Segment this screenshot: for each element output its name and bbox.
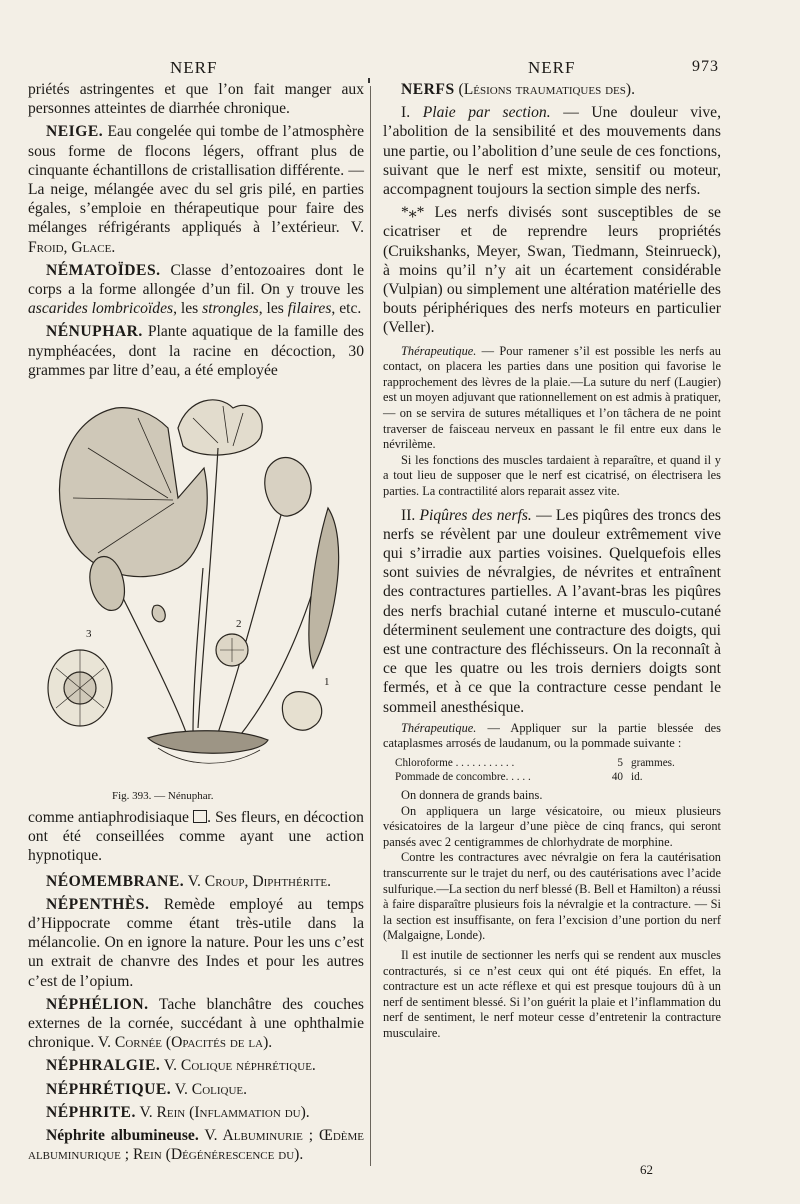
entry-italic: ascarides lombricoïdes [28,300,174,318]
entry-text: , les [173,300,203,318]
recipe-table [395,756,695,784]
entry-ref: V. Croup, Diphthérite. [184,872,332,890]
entry-ref: Cornée (Opacités de la). [114,1034,273,1052]
figure-label-2: 2 [236,618,242,631]
entry-nephrite [28,1103,364,1122]
therapeutique-1b: Si les fonctions des muscles tardaient à reparaître, et quand il y a tout lieu de supposer que le nerf est cicatrisé, on électrisera les parties. La contractilité alors reparait assez vite. [383,452,721,498]
signature-number: 62 [640,1162,653,1177]
entry-text: comme antiaphrodisiaque [28,809,189,827]
asterism-icon: *⁎* [401,204,435,222]
entry-nepenthes [28,895,364,991]
entry-text: Plante aquatique de la famille des nymphéacées, dont la racine en décoction, 30 grammes par litre d’eau, a été employée [28,323,364,379]
right-column [383,80,721,1042]
figure-caption: Fig. 393. — Nénuphar. [112,790,214,803]
entry-head: NÉOMEMBRANE. [46,872,185,890]
entry-head: NÉPENTHÈS. [46,895,150,913]
entry-text: Classe d’entozoaires dont le corps a la forme allongée d’un fil. On y trouve les [28,261,364,299]
figure-label-1: 1 [324,676,330,689]
entry-ref: V. Colique néphrétique. [160,1057,316,1075]
entry-nephretique [28,1080,364,1099]
subsection-text: — Une douleur vive, l’abolition de la sensibilité et des mouvements dans une partie, ou l’abolition d’une seule de ces fonctions, suivant que le nerf est mixte, sensitif ou moteur, accompagnent toujours la section simple des nerfs. [383,104,722,199]
recipe-quantity: 5 [617,757,623,769]
therapeutique-label: Thérapeutique. [401,343,477,358]
therapeutique-1 [383,344,721,453]
cross-reference-box-icon [193,810,207,823]
entry-nenuphar [28,322,364,380]
entry-italic: filaires [287,300,332,318]
entry-head: NÉNUPHAR. [46,323,143,341]
page-number: 973 [692,58,719,75]
section-sub: (Lésions traumatiques des). [454,81,635,98]
section-head: NERFS [401,81,455,98]
entry-nephelion [28,995,364,1053]
entry-text: Eau congelée qui tombe de l’atmosphère sous forme de flocons légers, offrant plus de cinquante échantillons de cristallisation différente. — La neige, mélangée avec du sel gris pilé, en parties égales, s’emploie en thérapeutique pour faire des mélanges réfrigérants appliqués à l’extérieur. V. [28,123,364,237]
entry-nematoides [28,261,364,319]
nenuphar-illustration [28,388,364,808]
paragraph-contractures: Contre les contractures avec névralgie on fera la cautérisation transcurrente sur le trajet du nerf, ou des cautérisations avec l’acide sulfurique.—La section du nerf blessé (B. Bell et Hamilton) a réussi à faire disparaître plusieurs fois la névralgie et la contracture. — Si la section est insuffisante, on fera l’excision d’une portion du nerf (Malgaigne, Londe). [383,850,721,943]
nenuphar-figure [28,388,364,808]
entry-head: Néphrite albumineuse. [46,1127,199,1145]
column-divider [370,86,371,1166]
recipe-quantity: 40 [611,771,623,783]
entry-head: NEIGE. [46,123,104,141]
paragraph-bains: On donnera de grands bains. [401,788,543,802]
entry-head: NÉPHÉLION. [46,995,149,1013]
recipe-unit: id. [631,771,643,783]
entry-ref: V. Rein (Inflammation du). [135,1103,310,1121]
paragraph-opening: priétés astringentes et que l’on fait manger aux personnes atteintes de diarrhée chronique. [28,81,364,118]
figure-label-3: 3 [86,628,92,641]
therapeutique-text: — Appliquer sur la partie blessée des cataplasmes arrosés de laudanum, ou la pommade suivante : [383,720,721,751]
recipe-row [395,770,695,784]
recipe-unit: grammes. [631,757,675,769]
entry-nephrite-albumineuse [28,1126,364,1164]
subsection-ii [383,506,721,717]
subsection-number: II. [401,506,420,524]
recipe-ingredient: Chloroforme . . . . . . . . . . . [395,757,515,769]
entry-ref: V. Albuminurie ; Œdème albuminurique ; Rein (Dégénérescence du). [28,1127,364,1164]
entry-nenuphar-cont [28,808,364,866]
recipe-row [395,756,695,770]
paragraph-nerfs-divises [383,203,721,337]
entry-nephralgie [28,1056,364,1075]
entry-italic: strongles [202,300,259,318]
entry-text: , etc. [331,300,362,318]
entry-head: NÉPHRÉTIQUE. [46,1080,172,1098]
therapeutique-label: Thérapeutique. [401,720,477,735]
entry-head: NÉPHRALGIE. [46,1057,161,1075]
entry-head: NÉMATOÏDES. [46,261,161,279]
entry-text: Remède employé au temps d’Hippocrate comme étant très-utile dans la mélancolie. On en ignore la nature. Pour les uns c’est un extrait de chanvre des Indes et pour les autres c’est de l’opium. [28,895,364,990]
header-left: NERF [170,58,218,77]
recipe-ingredient: Pommade de concombre. . . . . [395,771,531,783]
entry-ref: V. Colique. [171,1080,248,1098]
entry-ref: Froid, Glace. [28,238,116,256]
subsection-title: Piqûres des nerfs. [419,506,532,524]
subsection-i [383,103,721,199]
entry-text: . Ses fleurs, en décoction ont été conseillées comme ayant une action hypnotique. [28,809,364,865]
subsection-number: I. [401,104,423,122]
subsection-text: — Les piqûres des troncs des nerfs se révèlent par une douleur extrêmement vive qui s’irradie aux parties voisines. Quelquefois elles sont suivies de névralgies, de névrites et entraînent des contractures partielles. A l’avant-bras les piqûres des nerfs brachial cutané interne et musculo-cutané déterminent seulement une contracture des doigts, qui est une contracture des fléchisseurs. On la reconnaît à ce que les quatre ou les trois derniers doigts sont fermés, et à ce que la contracture cesse pendant le sommeil anesthésique. [383,506,721,716]
paragraph-vesicatoire: On appliquera un large vésicatoire, ou mieux plusieurs vésicatoires de la largeur d’une pièce de cinq francs, qui seront pansés avec 2 centigrammes de chlorhydrate de morphine. [383,803,721,849]
entry-neige [28,122,364,256]
section-heading [383,80,721,99]
left-column [28,80,364,1165]
entry-text: Tache blanchâtre des couches externes de la cornée, succédant à une ophthalmie chronique. V. [28,995,364,1052]
entry-neomembrane [28,872,364,891]
therapeutique-2 [383,721,721,752]
therapeutique-text: — Pour ramener s’il est possible les nerfs au contact, on placera les parties dans une position qui favorise le rapprochement des lèvres de la plaie.—La suture du nerf (Laugier) est un moyen adjuvant que rationnellement on est admis à pratiquer, — on se servira de sutures métalliques et l’on tâchera de ne point traverser de faisceau nerveux en passant le fil entre eux dans le névrilème. [383,343,721,452]
subsection-title: Plaie par section. [422,104,551,122]
paragraph-inutile: Il est inutile de sectionner les nerfs qui se rendent aux muscles contracturés, si ce n’est ceux qui ont été piqués. En effet, la contracture est un acte réflexe et qui est presque toujours dû à un nerf de sentiment blessé. Si l’on guérit la plaie et l’inflammation du nerf de sentiment, le nerf moteur cesse d’entretenir la contracture musculaire. [383,947,721,1040]
entry-head: NÉPHRITE. [46,1103,136,1121]
header-tick [368,78,370,83]
paragraph-text: Les nerfs divisés sont susceptibles de se cicatriser et de reprendre leurs propriétés (Cruikshanks, Meyer, Swan, Tiedmann, Steinrueck), à moins qu’il n’y ait un écartement considérable (Vulpian) ou simplement une altération matérielle des bouts périphériques des nerfs moteurs en particulier (Veller). [383,204,721,337]
entry-text: , les [258,300,288,318]
header-center: NERF [528,58,576,77]
